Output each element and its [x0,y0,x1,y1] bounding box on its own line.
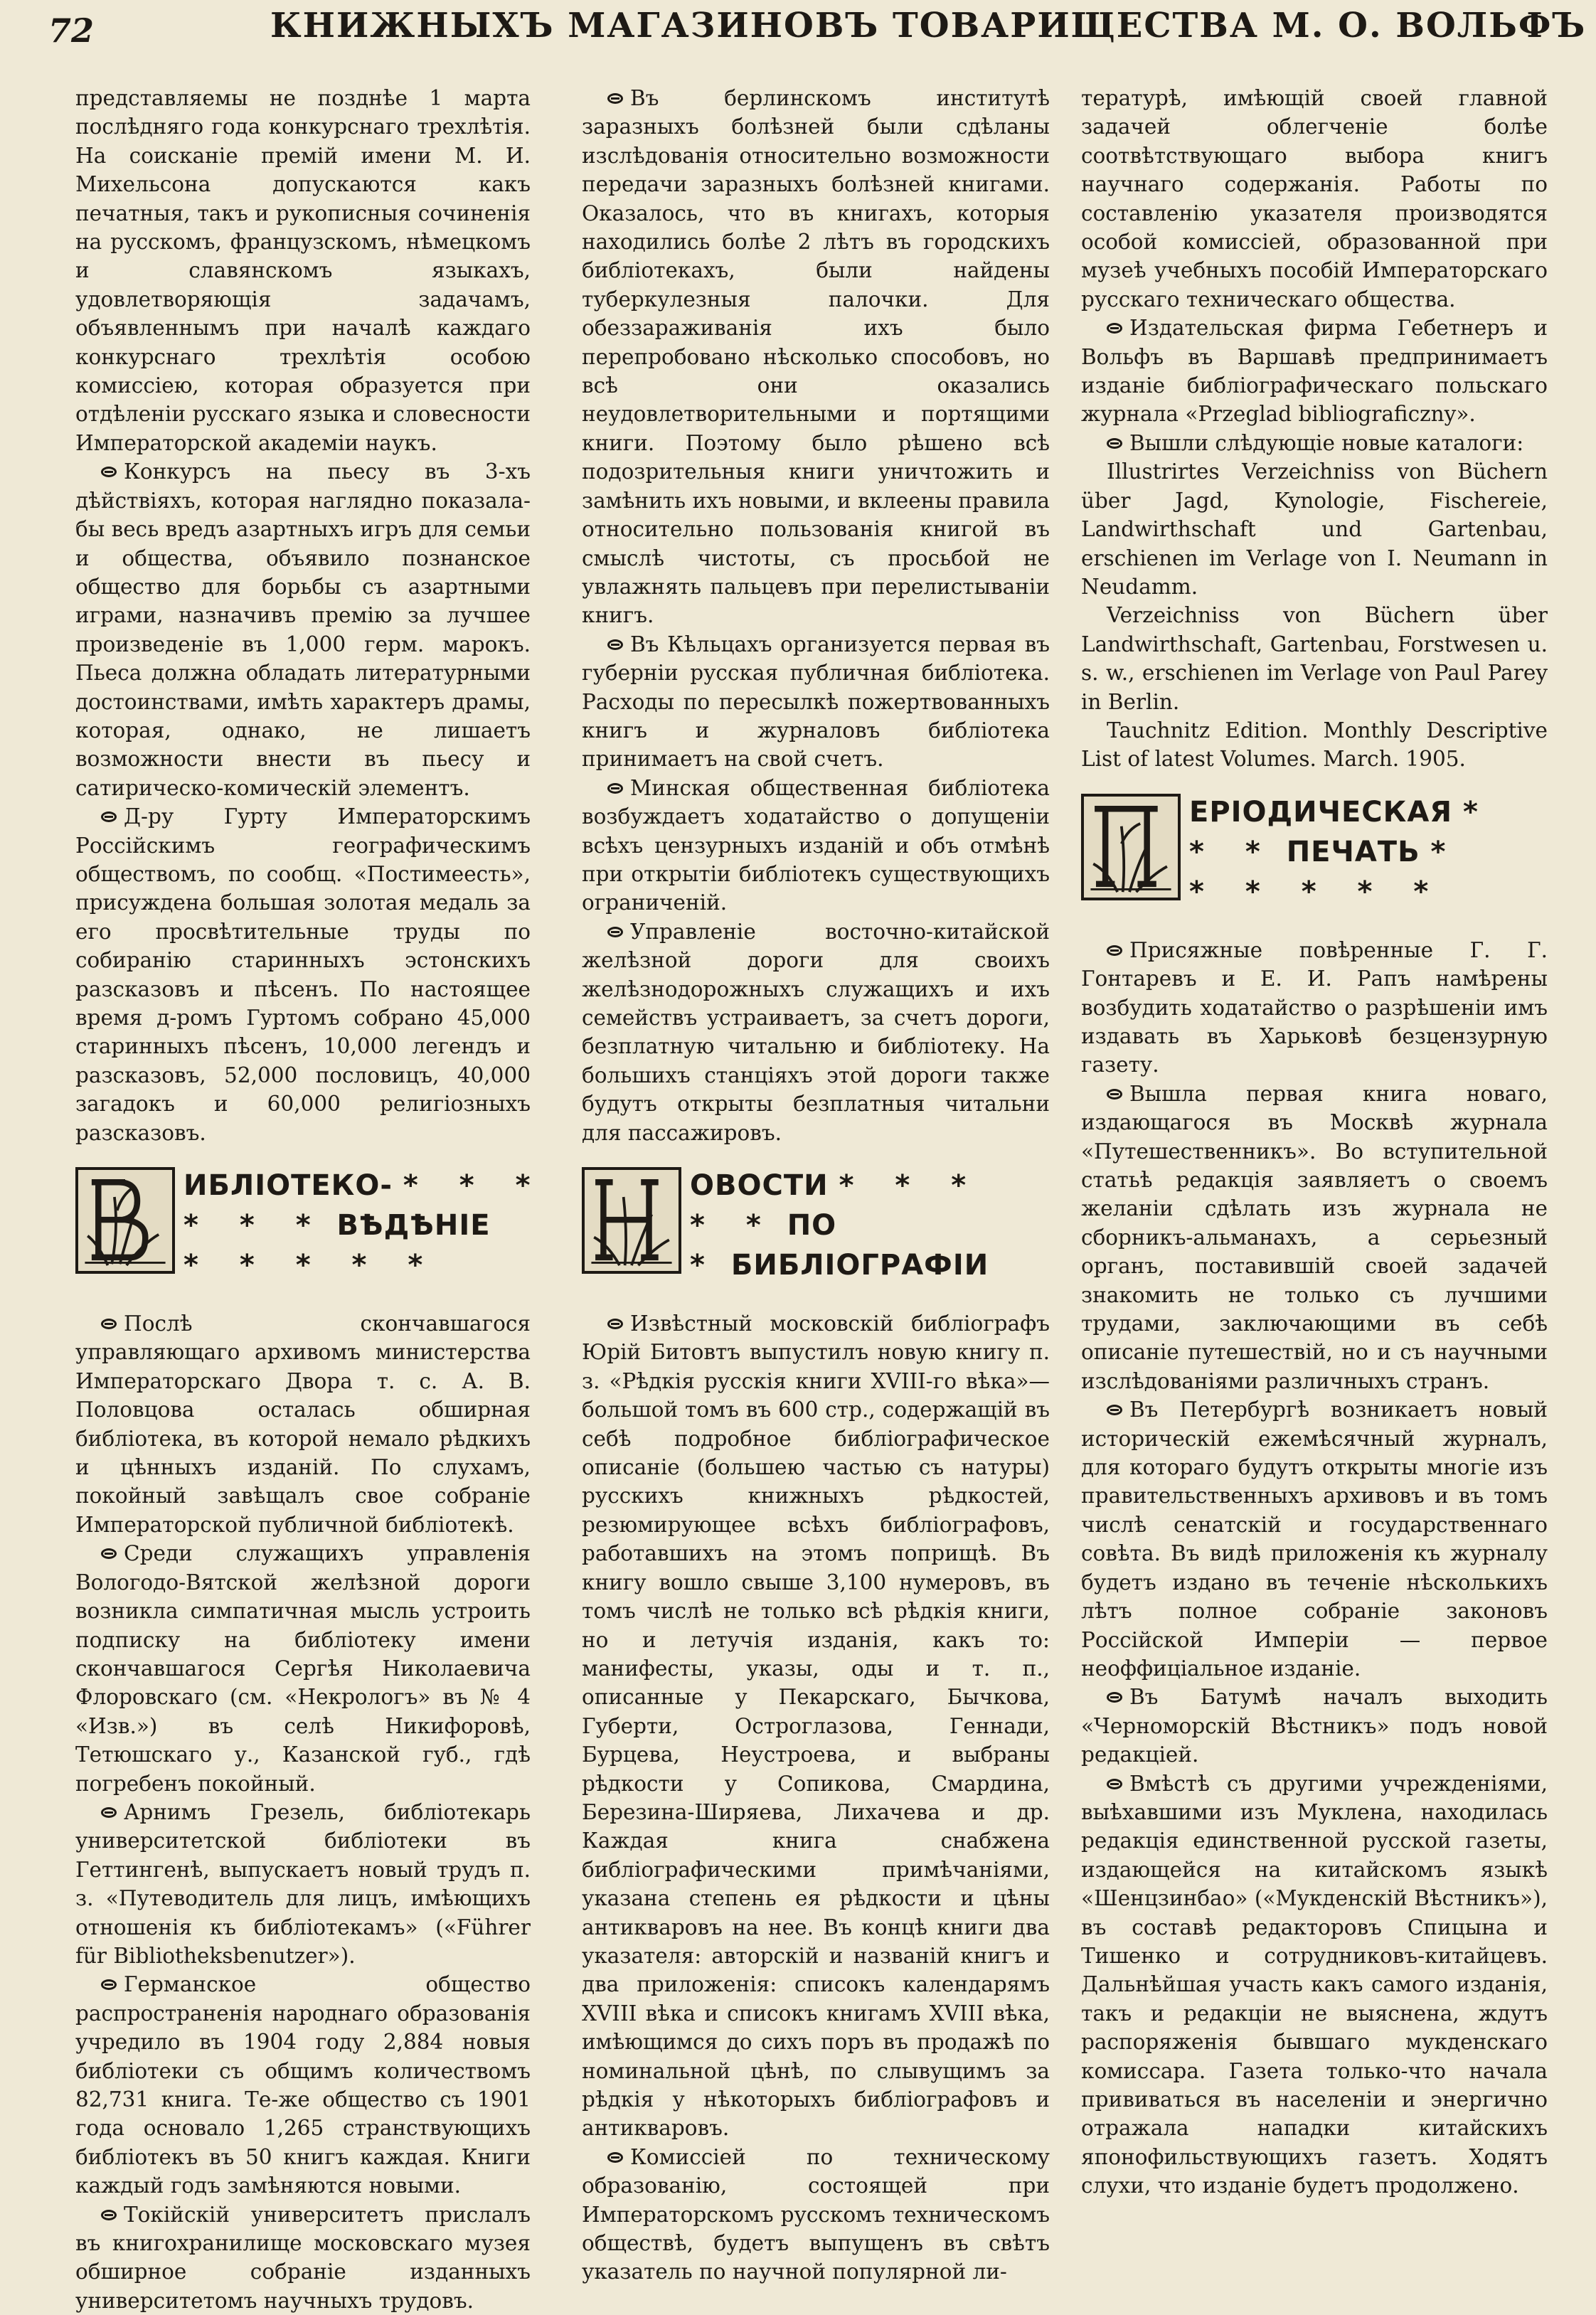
news-item-text: Управленіе восточно-китайской желѣзной дороги для своихъ желѣзнодорожныхъ служащихъ и ихъ семействъ устраиваетъ, за счетъ дороги, безплатную читальню и библіотеку. На большихъ станціяхъ этой дороги также будутъ открыты безплатныя читальни для пассажировъ. [582,919,1050,1145]
heading-stars: * * * * * [1189,875,1445,908]
heading-stars: * [690,1249,720,1282]
news-item-text: Д-ру Гурту Императорскимъ Россійскимъ географическимъ обществомъ, по сообщ. «Постимеесть», присуждена большая золотая медаль за его просвѣтительные труды по собиранію старинныхъ эстонскихъ разсказовъ и пѣсенъ. По настоящее время д-ромъ Гуртомъ собрано 45,000 старинныхъ пѣсенъ, 10,000 легендъ и разсказовъ, 52,000 пословицъ, 40,000 загадокъ и 60,000 религіозныхъ разсказовъ. [75,804,531,1145]
heading-line: ЕРІОДИЧЕСКАЯ [1189,795,1453,829]
news-item [1081,314,1548,429]
heading-stars: * [1430,835,1462,868]
item-bullet-icon [101,467,117,477]
decorative-initial-n-icon [582,1167,681,1274]
news-item-text: Въ Кѣльцахъ организуется первая въ губерніи русская публичная библіотека. Расходы по пересылкѣ пожертвованныхъ книгъ и журналовъ библіотека принимаетъ на свой счетъ. [582,632,1050,772]
heading-line: БИБЛІОГРАФІИ [730,1249,989,1282]
column-3 [1081,84,1548,2198]
heading-line: ПЕЧАТЬ [1286,835,1420,868]
news-item [1081,1395,1548,1683]
heading-stars: * * * * * [183,1249,439,1282]
news-item [75,1970,531,2200]
heading-line: ОВОСТИ [690,1169,829,1203]
heading-stars: * * [1189,835,1276,868]
news-item-text: Извѣстный московскій библіографъ Юрій Битовтъ выпустилъ новую книгу п. з. «Рѣдкія русскія книги XVIII-го вѣка»—большой томъ въ 600 стр., содержащій въ себѣ подробное библіографическое описаніе (большею частью съ натуры) русскихъ книжныхъ рѣдкостей, резюмирующее всѣхъ библіографовъ, работавшихъ на этомъ поприщѣ. Въ книгу вошло свыше 3,100 нумеровъ, въ томъ числѣ не только всѣ рѣдкія книги, но и летучія изданія, какъ то: манифесты, указы, оды и т. п., описанные у Пекарскаго, Бычкова, Губерти, Остроглазова, Геннади, Бурцева, Неустроева, и выбраны рѣдкости у Сопикова, Смардина, Березина-Ширяева, Лихачева и др. Каждая книга снабжена библіографическими примѣчаніями, указана степень ея рѣдкости и цѣны антикваровъ на нее. Въ концѣ книги два указателя: авторскій и названій книгъ и два приложенія: списокъ календарямъ XVIII вѣка и списокъ книгамъ XVIII вѣка, имѣющимся до сихъ поръ въ продажѣ по номинальной цѣнѣ, по слывущимъ за рѣдкія у нѣкоторыхъ библіографовъ и антикваровъ. [582,1311,1050,2141]
item-bullet-icon [607,927,623,937]
item-bullet-icon [101,1807,117,1818]
news-item [1081,429,1548,457]
heading-line: ВѢДѢНІЕ [336,1209,491,1242]
news-item [1081,936,1548,1080]
news-item-text: Комиссіей по техническому образованію, состоящей при Императорскомъ русскомъ техническомъ обществѣ, будетъ выпущенъ въ свѣтъ указатель по научной популярной ли- [582,2144,1050,2284]
news-item-text: Арнимъ Грезель, библіотекарь университетской библіотеки въ Геттингенѣ, выпускаетъ новый трудъ п. з. «Путеводитель для лицъ, имѣющихъ отношенія къ библіотекамъ» («Führer für Bibliotheksbenutzer»). [75,1799,531,1968]
news-item-text: Среди служащихъ управленія Вологодо-Вятской желѣзной дороги возникла симпатичная мысль устроить подписку на библіотеку имени скончавшагося Сергѣя Николаевича Флоровскаго (см. «Некрологъ» въ № 4 «Изв.») въ селѣ Никифоровѣ, Тетюшскаго у., Казанской губ., гдѣ погребенъ покойный. [75,1541,531,1796]
news-item [582,1309,1050,2143]
heading-stars: * * * [183,1209,326,1242]
heading-line: ИБЛІОТЕКО- [183,1169,393,1203]
decorative-initial-b-icon [75,1167,175,1274]
heading-line: ПО [787,1209,837,1242]
item-bullet-icon [1107,438,1122,449]
news-item [75,802,531,1147]
news-item [75,1798,531,1970]
section-heading-periodicheskaya-pechat [1081,792,1548,915]
item-bullet-icon [101,1979,117,1990]
catalog-entry: Illustrirtes Verzeichniss von Büchern über Jagd, Kynologie, Fischereie, Landwirthschaft und Gartenbau, erschienen im Verlage von I. Neumann in Neudamm. [1081,459,1548,599]
item-bullet-icon [1107,1692,1122,1703]
news-item [582,917,1050,1147]
news-item-text: Послѣ скончавшагося управляющаго архивомъ министерства Императорскаго Двора т. с. А. В. Половцова осталась обширная библіотека, въ которой немало рѣдкихъ и цѣнныхъ изданій. По слухамъ, покойный завѣщалъ свое собраніе Императорской публичной библіотекѣ. [75,1311,531,1537]
catalog-entry: Verzeichniss von Büchern über Landwirthschaft, Gartenbau, Forstwesen u. s. w., erschienen im Verlage von Paul Parey in Berlin. [1081,603,1548,714]
news-item [75,1309,531,1539]
item-bullet-icon [101,2210,117,2220]
item-bullet-icon [1107,1779,1122,1789]
news-item-text: Конкурсъ на пьесу въ 3-хъ дѣйствіяхъ, которая наглядно показала-бы весь вредъ азартныхъ игръ для семьи и общества, объявило познанское общество для борьбы съ азартными играми, назначивъ премію за лучшее произведеніе въ 1,000 герм. марокъ. Пьеса должна обладать литературными достоинствами, имѣть характеръ драмы, которая, однако, не лишаетъ возможности внести въ пьесу и сатирическо-комическій элементъ. [75,459,531,800]
news-item [582,774,1050,917]
item-bullet-icon [101,1319,117,1329]
paragraph: представляемы не позднѣе 1 марта послѣдняго года конкурснаго трехлѣтія. На соисканіе премій имени М. И. Михельсона допускаются какъ печатныя, такъ и рукописныя сочиненія на русскомъ, французскомъ, нѣмецкомъ и славянскомъ языкахъ, удовлетворяющія задачамъ, объявленнымъ при началѣ каждаго конкурснаго трехлѣтія особою комиссіею, которая образуется при отдѣленіи русскаго языка и словесности Императорской академіи наукъ. [75,86,531,455]
item-bullet-icon [1107,945,1122,956]
news-item [75,457,531,802]
item-bullet-icon [607,93,623,104]
heading-stars: * * * [839,1169,982,1203]
item-bullet-icon [1107,1405,1122,1415]
news-item [582,2143,1050,2287]
news-item-text: Вышли слѣдующіе новые каталоги: [1129,430,1524,455]
news-item-text: Вышла первая книга новаго, издающагося въ Москвѣ журнала «Путешественникъ». Во вступительной статьѣ редакція заявляетъ о своемъ желаніи сдѣлать изъ журнала не сборникъ-альманахъ, а серьезный органъ, поставившій своей задачей знакомить не только съ лучшими трудами, заключающими въ себѣ описаніе путешествій, но и съ научными изслѣдованіями различныхъ странъ. [1081,1081,1548,1393]
news-item [582,630,1050,774]
paragraph: тературѣ, имѣющій своей главной задачей облегченіе болѣе соотвѣтствующаго выбора книгъ научнаго содержанія. Работы по составленію указателя производятся особой комиссіей, образованной при музеѣ учебныхъ пособій Императорскаго русскаго техническаго общества. [1081,86,1548,312]
news-item-text: Германское общество распространенія народнаго образованія учредило въ 1904 году 2,884 новыя библіотеки съ общимъ количествомъ 82,731 книга. Те-же общество съ 1901 года основало 1,265 странствующихъ библіотекъ въ 50 книгъ каждая. Книги каждый годъ замѣняются новыми. [75,1972,531,2198]
news-item [75,2200,531,2315]
catalog-entry: Tauchnitz Edition. Monthly Descriptive List of latest Volumes. March. 1905. [1081,718,1548,772]
item-bullet-icon [607,1319,623,1329]
item-bullet-icon [101,1548,117,1559]
section-heading-novosti [582,1166,1050,1288]
news-item [582,84,1050,630]
news-item-text: Въ Петербургѣ возникаетъ новый историческій ежемѣсячный журналъ, для котораго будутъ открыты многіе изъ правительственныхъ архивовъ и въ томъ числѣ сенатскій и государственнаго совѣта. Въ видѣ приложенія къ журналу будетъ издано въ теченіе нѣсколькихъ лѣтъ полное собраніе законовъ Россійской Имперіи — первое неоффиціальное изданіе. [1081,1398,1548,1681]
item-bullet-icon [1107,1089,1122,1100]
column-2 [582,84,1050,2284]
news-item [1081,1683,1548,1769]
item-bullet-icon [607,639,623,650]
heading-stars: * [1463,795,1494,829]
item-bullet-icon [607,2152,623,2163]
news-item-text: Въ Батумѣ началъ выходить «Черноморскій Вѣстникъ» подъ новой редакціей. [1081,1685,1548,1767]
news-item-text: Минская общественная библіотека возбуждаетъ ходатайство о допущеніи всѣхъ цензурныхъ изданій и объ отмѣнѣ при открытіи библіотекъ существующихъ ограниченій. [582,775,1050,915]
heading-stars: * * * [403,1169,546,1203]
running-title: КНИЖНЫХЪ МАГАЗИНОВЪ ТОВАРИЩЕСТВА М. О. ВОЛЬФЪ [270,6,1587,46]
news-item-text: Вмѣстѣ съ другими учрежденіями, выѣхавшими изъ Муклена, находилась редакція единственной русской газеты, издающейся на китайскомъ языкѣ «Шенцзинбао» («Мукденскій Вѣстникъ»), въ составѣ редакторовъ Спицына и Тишенко и сотрудниковъ-китайцевъ. Дальнѣйшая участь какъ самого изданія, такъ и редакціи не выяснена, ждутъ распоряженія бывшаго мукденскаго комиссара. Газета только-что начала прививаться въ населеніи и энергично отражала нападки китайскихъ японофильствующихъ газетъ. Ходятъ слухи, что изданіе будетъ продолжено. [1081,1771,1548,2198]
news-item [1081,1769,1548,2200]
item-bullet-icon [101,811,117,822]
page-number: 72 [48,11,95,50]
item-bullet-icon [1107,323,1122,334]
news-item [1081,1080,1548,1395]
news-item-text: Издательская фирма Гебетнеръ и Вольфъ въ Варшавѣ предпринимаетъ изданіе библіографическаго польскаго журнала «Przeglad bibliograficzny». [1081,316,1548,427]
news-item-text: Токійскій университетъ прислалъ въ книгохранилище московскаго музея обширное собраніе изданныхъ университетомъ научныхъ трудовъ. [75,2202,531,2313]
news-item-text: Въ берлинскомъ институтѣ заразныхъ болѣзней были сдѣланы изслѣдованія относительно возможности передачи заразныхъ болѣзней книгами. Оказалось, что въ книгахъ, которыя находились болѣе 2 лѣтъ въ городскихъ библіотекахъ, были найдены туберкулезныя палочки. Для обеззараживанія ихъ было перепробовано нѣсколько способовъ, но всѣ они оказались неудовлетворительными и портящими книги. Поэтому было рѣшено всѣ подозрительныя книги уничтожить и замѣнить ихъ новыми, и вклеены правила относительно пользованія книгой въ смыслѣ чистоты, съ просьбой не увлажнять пальцевъ при перелистываніи книгъ. [582,86,1050,628]
item-bullet-icon [607,783,623,794]
news-item-text: Присяжные повѣренные Г. Г. Гонтаревъ и Е. И. Рапъ намѣрены возбудить ходатайство о разрѣшеніи имъ издавать въ Харьковѣ безцензурную газету. [1081,937,1548,1077]
heading-stars: * * [690,1209,777,1242]
news-item [75,1539,531,1798]
column-1 [75,84,546,2313]
decorative-initial-p-icon [1081,794,1181,900]
section-heading-bibliotekovedenie [75,1166,546,1288]
